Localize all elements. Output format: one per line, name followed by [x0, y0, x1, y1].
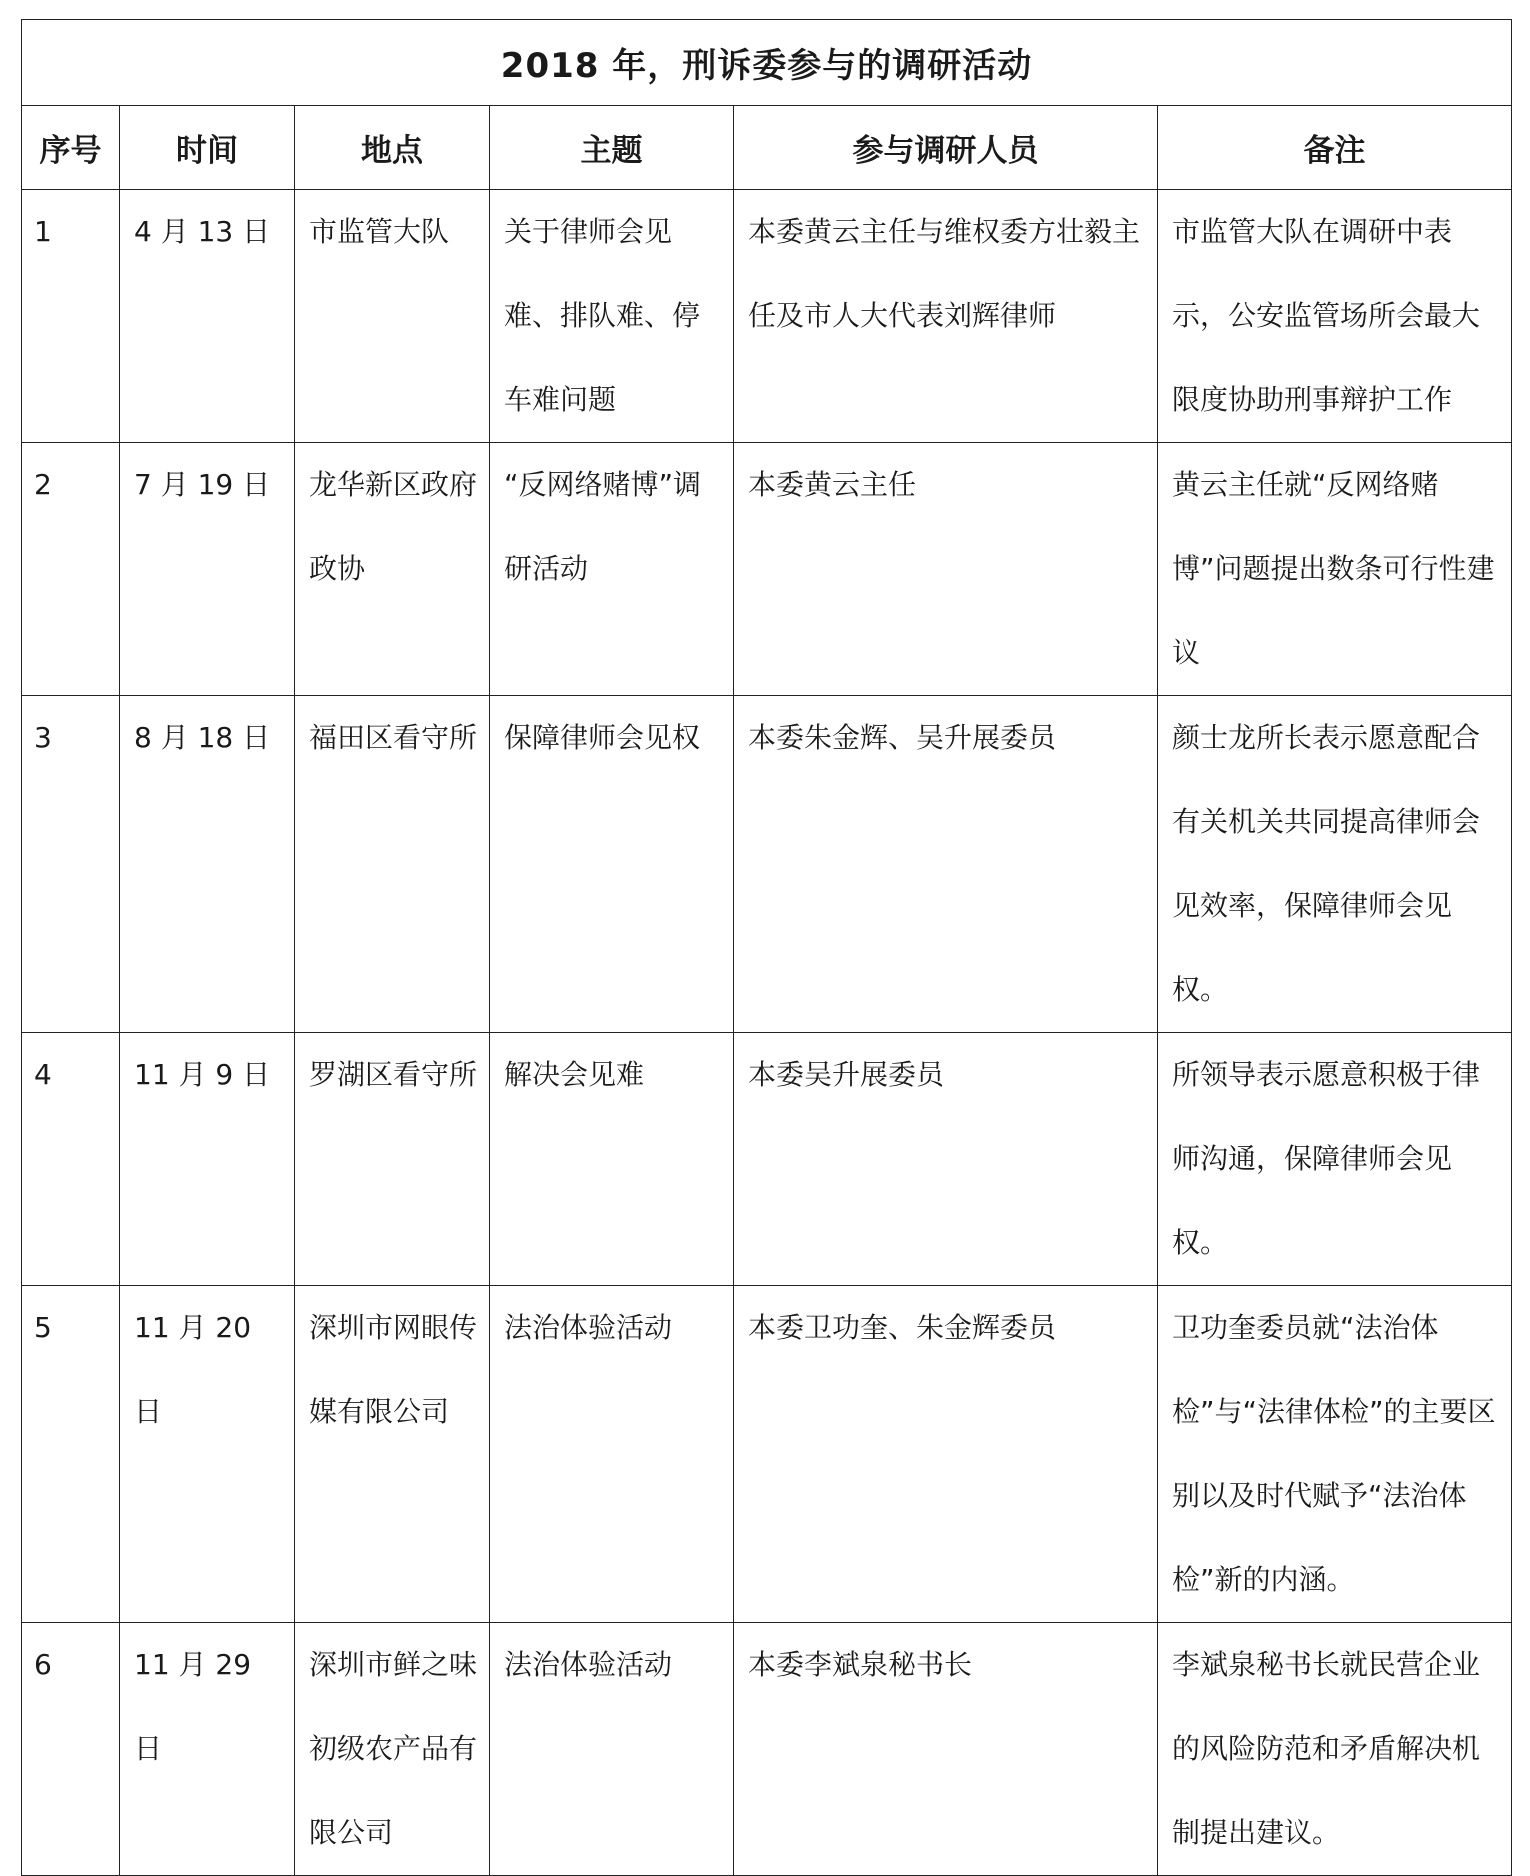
research-activities-table	[21, 19, 1512, 1876]
cell-topic: 保障律师会见权	[490, 696, 734, 1033]
cell-time: 8 月 18 日	[120, 696, 295, 1033]
table-row	[22, 190, 1512, 443]
table-row	[22, 1286, 1512, 1623]
cell-remarks: 李斌泉秘书长就民营企业的风险防范和矛盾解决机制提出建议。	[1158, 1623, 1512, 1876]
cell-index: 5	[22, 1286, 120, 1623]
cell-participants: 本委黄云主任	[734, 443, 1158, 696]
cell-topic: 法治体验活动	[490, 1286, 734, 1623]
cell-topic: 解决会见难	[490, 1033, 734, 1286]
cell-time: 11 月 9 日	[120, 1033, 295, 1286]
cell-participants: 本委吴升展委员	[734, 1033, 1158, 1286]
cell-place: 龙华新区政府政协	[295, 443, 490, 696]
cell-time: 11 月 29 日	[120, 1623, 295, 1876]
table-row	[22, 443, 1512, 696]
cell-participants: 本委李斌泉秘书长	[734, 1623, 1158, 1876]
cell-remarks: 颜士龙所长表示愿意配合有关机关共同提高律师会见效率，保障律师会见权。	[1158, 696, 1512, 1033]
cell-remarks: 卫功奎委员就“法治体检”与“法律体检”的主要区别以及时代赋予“法治体检”新的内涵。	[1158, 1286, 1512, 1623]
cell-index: 2	[22, 443, 120, 696]
table-row	[22, 1033, 1512, 1286]
table-title: 2018 年，刑诉委参与的调研活动	[22, 20, 1512, 106]
cell-topic: “反网络赌博”调研活动	[490, 443, 734, 696]
cell-index: 6	[22, 1623, 120, 1876]
cell-time: 11 月 20 日	[120, 1286, 295, 1623]
cell-participants: 本委黄云主任与维权委方壮毅主任及市人大代表刘辉律师	[734, 190, 1158, 443]
header-participants: 参与调研人员	[734, 106, 1158, 190]
cell-index: 4	[22, 1033, 120, 1286]
table-row	[22, 1623, 1512, 1876]
table-header-row	[22, 106, 1512, 190]
cell-remarks: 黄云主任就“反网络赌博”问题提出数条可行性建议	[1158, 443, 1512, 696]
cell-time: 7 月 19 日	[120, 443, 295, 696]
document-page	[21, 19, 1511, 1876]
table-title-row	[22, 20, 1512, 106]
cell-topic: 关于律师会见难、排队难、停车难问题	[490, 190, 734, 443]
header-index: 序号	[22, 106, 120, 190]
header-remarks: 备注	[1158, 106, 1512, 190]
cell-index: 1	[22, 190, 120, 443]
cell-place: 福田区看守所	[295, 696, 490, 1033]
cell-index: 3	[22, 696, 120, 1033]
cell-place: 深圳市鲜之味初级农产品有限公司	[295, 1623, 490, 1876]
table-row	[22, 696, 1512, 1033]
cell-place: 市监管大队	[295, 190, 490, 443]
cell-participants: 本委卫功奎、朱金辉委员	[734, 1286, 1158, 1623]
header-time: 时间	[120, 106, 295, 190]
cell-time: 4 月 13 日	[120, 190, 295, 443]
header-place: 地点	[295, 106, 490, 190]
cell-participants: 本委朱金辉、吴升展委员	[734, 696, 1158, 1033]
cell-remarks: 所领导表示愿意积极于律师沟通，保障律师会见权。	[1158, 1033, 1512, 1286]
cell-topic: 法治体验活动	[490, 1623, 734, 1876]
header-topic: 主题	[490, 106, 734, 190]
cell-place: 罗湖区看守所	[295, 1033, 490, 1286]
cell-place: 深圳市网眼传媒有限公司	[295, 1286, 490, 1623]
cell-remarks: 市监管大队在调研中表示，公安监管场所会最大限度协助刑事辩护工作	[1158, 190, 1512, 443]
